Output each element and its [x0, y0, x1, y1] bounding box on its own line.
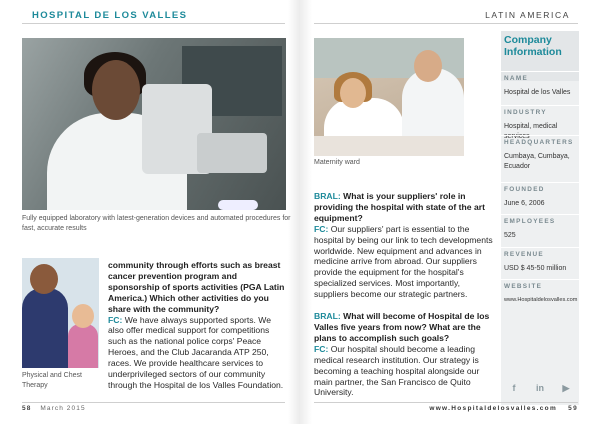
info-employees: EMPLOYEES 525 [501, 214, 579, 247]
answer-text: FC: We have always supported sports. We also offer medical support for competitions such as the national police corps' Peace Heroes, and the Club Jacaranda ATP 250, races. We provide healthcare services to underprivileged sectors of our community through the Hospital de los Valles Foundation. [108, 314, 284, 390]
info-name: NAME Hospital de los Valles [501, 71, 579, 105]
left-page-footer [22, 402, 285, 414]
left-column-text [108, 260, 288, 391]
info-website: WEBSITE www.Hospitaldelosvalles.com [501, 279, 579, 313]
question-text: BRAL: What is your suppliers' role in providing the hospital with state of the art equipment? [314, 191, 485, 223]
qa-block [314, 311, 494, 398]
company-info-sidebar [501, 31, 579, 405]
therapy-photo [22, 258, 99, 368]
page-number: 59 [568, 405, 578, 412]
answer-text: FC: Our suppliers' part is essential to the hospital by being our link to tech developments worldwide. New equipment and advances in medicine arrive from abroad. Our suppliers provide the equipment for the hospital's specialized services. Most importantly, suppliers become our strategic partners. [314, 223, 493, 300]
issue-date: March 2015 [40, 405, 86, 412]
left-page-header [22, 8, 285, 24]
maternity-ward-photo [314, 38, 464, 156]
info-industry: INDUSTRY Hospital, medical services [501, 105, 579, 135]
qa-block [314, 191, 494, 300]
sidebar-title: Company Information [501, 31, 579, 81]
right-column-text [314, 191, 494, 409]
youtube-icon[interactable]: ▶ [562, 383, 570, 393]
answer-text: FC: Our hospital should become a leading medical research institution. Our strategy is becoming a teaching hospital alongside our main partner, the San Francisco de Quito University. [314, 343, 480, 398]
facebook-icon[interactable]: f [512, 383, 516, 393]
right-page-footer [314, 402, 578, 414]
right-page-header [314, 8, 578, 24]
page-number: 58 [22, 405, 32, 412]
therapy-caption: Physical and Chest Therapy [22, 372, 82, 389]
page-spine [288, 0, 312, 424]
info-revenue: REVENUE USD $ 45-50 million [501, 247, 579, 279]
maternity-ward-caption: Maternity ward [314, 159, 360, 166]
info-founded: FOUNDED June 6, 2006 [501, 182, 579, 214]
section-label: LATIN AMERICA [485, 10, 570, 20]
question-text: community through efforts such as breast cancer prevention program and sponsorship of sports activities (PGA Latin America.) Which other activities do you share with the community? [108, 260, 285, 314]
laboratory-photo [22, 38, 286, 210]
question-text: BRAL: What will become of Hospital de los Valles five years from now? What are the plans to accomplish such goals? [314, 311, 490, 343]
info-headquarters: HEADQUARTERS Cumbaya, Cumbaya, Ecuador [501, 135, 579, 182]
article-title: HOSPITAL DE LOS VALLES [32, 10, 188, 21]
footer-website: www.Hospitaldelosvalles.com [429, 405, 558, 412]
linkedin-icon[interactable]: in [536, 383, 544, 393]
laboratory-caption: Fully equipped laboratory with latest-generation devices and automated procedures for fast, accurate results [22, 215, 291, 232]
